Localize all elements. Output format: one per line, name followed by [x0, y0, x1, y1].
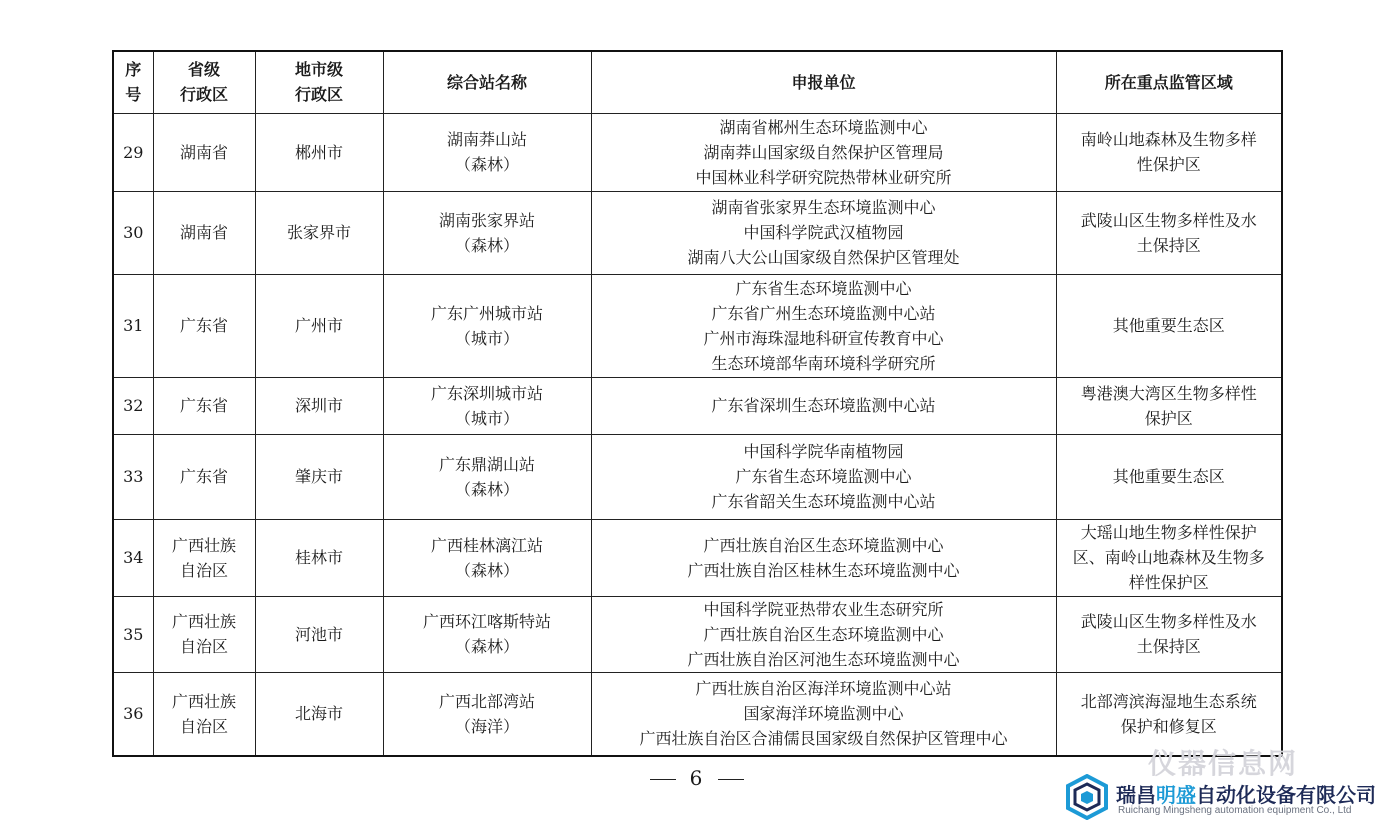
table-row: [113, 519, 1282, 596]
cell-city: 河池市: [255, 596, 383, 672]
header-no: 序 号: [113, 51, 153, 113]
header-city: 地市级 行政区: [255, 51, 383, 113]
hexagon-logo-icon: [1064, 774, 1110, 820]
cell-city: 张家界市: [255, 191, 383, 274]
cell-region: 其他重要生态区: [1056, 274, 1282, 377]
cell-city: 肇庆市: [255, 434, 383, 519]
cell-region: 北部湾滨海湿地生态系统 保护和修复区: [1056, 672, 1282, 756]
cell-station: 广东深圳城市站 （城市）: [383, 377, 591, 434]
table-row: [113, 113, 1282, 191]
cell-units: 广东省深圳生态环境监测中心站: [591, 377, 1056, 434]
dash-left: [650, 779, 676, 780]
cell-region: 其他重要生态区: [1056, 434, 1282, 519]
cell-city: 深圳市: [255, 377, 383, 434]
cell-province: 广西壮族 自治区: [153, 596, 255, 672]
dash-right: [718, 779, 744, 780]
cell-region: 武陵山区生物多样性及水 土保持区: [1056, 596, 1282, 672]
cell-units: 广西壮族自治区海洋环境监测中心站 国家海洋环境监测中心 广西壮族自治区合浦儒艮国家级自然保护区管理中心: [591, 672, 1056, 756]
cell-no: 36: [113, 672, 153, 756]
cell-city: 广州市: [255, 274, 383, 377]
cell-station: 广东广州城市站 （城市）: [383, 274, 591, 377]
header-station: 综合站名称: [383, 51, 591, 113]
company-name: 瑞昌明盛自动化设备有限公司: [1116, 783, 1376, 807]
cell-station: 广东鼎湖山站 （森林）: [383, 434, 591, 519]
cell-region: 武陵山区生物多样性及水 土保持区: [1056, 191, 1282, 274]
page-number: 6: [0, 766, 1394, 790]
cell-province: 广东省: [153, 434, 255, 519]
cell-units: 广东省生态环境监测中心 广东省广州生态环境监测中心站 广州市海珠湿地科研宣传教育中心 生态环境部华南环境科学研究所: [591, 274, 1056, 377]
cell-no: 35: [113, 596, 153, 672]
table-row: [113, 596, 1282, 672]
company-logo: [1064, 774, 1392, 820]
cell-city: 郴州市: [255, 113, 383, 191]
cell-city: 北海市: [255, 672, 383, 756]
cell-no: 34: [113, 519, 153, 596]
company-english-name: Ruichang Mingsheng automation equipment Co., Ltd: [1118, 805, 1352, 816]
cell-region: 大瑶山地生物多样性保护 区、南岭山地森林及生物多 样性保护区: [1056, 519, 1282, 596]
header-units: 申报单位: [591, 51, 1056, 113]
table-row: [113, 377, 1282, 434]
table-row: [113, 274, 1282, 377]
cell-city: 桂林市: [255, 519, 383, 596]
cell-no: 30: [113, 191, 153, 274]
cell-units: 广西壮族自治区生态环境监测中心 广西壮族自治区桂林生态环境监测中心: [591, 519, 1056, 596]
cell-station: 广西北部湾站 （海洋）: [383, 672, 591, 756]
cell-station: 湖南张家界站 （森林）: [383, 191, 591, 274]
cell-no: 29: [113, 113, 153, 191]
cell-no: 32: [113, 377, 153, 434]
cell-station: 广西桂林漓江站 （森林）: [383, 519, 591, 596]
cell-station: 湖南莽山站 （森林）: [383, 113, 591, 191]
cell-units: 中国科学院亚热带农业生态研究所 广西壮族自治区生态环境监测中心 广西壮族自治区河池生态环境监测中心: [591, 596, 1056, 672]
cell-region: 南岭山地森林及生物多样 性保护区: [1056, 113, 1282, 191]
watermark-text: 仪器信息网: [1148, 747, 1299, 780]
cell-units: 湖南省张家界生态环境监测中心 中国科学院武汉植物园 湖南八大公山国家级自然保护区管理处: [591, 191, 1056, 274]
cell-province: 广东省: [153, 274, 255, 377]
table-header-row: [113, 51, 1282, 113]
header-region: 所在重点监管区域: [1056, 51, 1282, 113]
cell-region: 粤港澳大湾区生物多样性 保护区: [1056, 377, 1282, 434]
cell-province: 广西壮族 自治区: [153, 672, 255, 756]
cell-units: 湖南省郴州生态环境监测中心 湖南莽山国家级自然保护区管理局 中国林业科学研究院热带林业研究所: [591, 113, 1056, 191]
station-table: [112, 50, 1283, 757]
table-row: [113, 191, 1282, 274]
table-row: [113, 434, 1282, 519]
cell-no: 31: [113, 274, 153, 377]
cell-province: 广东省: [153, 377, 255, 434]
cell-station: 广西环江喀斯特站 （森林）: [383, 596, 591, 672]
cell-province: 广西壮族 自治区: [153, 519, 255, 596]
cell-no: 33: [113, 434, 153, 519]
cell-province: 湖南省: [153, 113, 255, 191]
cell-units: 中国科学院华南植物园 广东省生态环境监测中心 广东省韶关生态环境监测中心站: [591, 434, 1056, 519]
table-row: [113, 672, 1282, 756]
header-province: 省级 行政区: [153, 51, 255, 113]
cell-province: 湖南省: [153, 191, 255, 274]
